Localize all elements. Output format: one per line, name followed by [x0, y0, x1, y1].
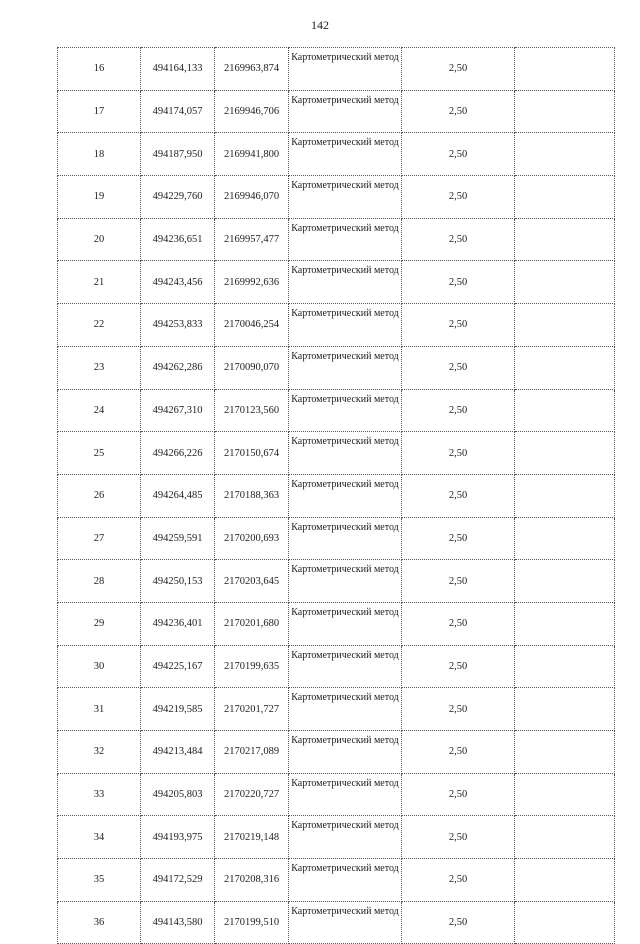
y-coordinate-cell: 2170188,363 [215, 474, 289, 517]
point-number-cell: 20 [58, 218, 141, 261]
method-cell: Картометрический метод [289, 346, 402, 389]
table-row [58, 389, 615, 432]
accuracy-cell: 2,50 [402, 346, 515, 389]
table-row [58, 901, 615, 944]
note-cell [515, 304, 615, 347]
y-coordinate-cell: 2170199,635 [215, 645, 289, 688]
accuracy-cell: 2,50 [402, 602, 515, 645]
x-coordinate-cell: 494174,057 [141, 90, 215, 133]
point-number-cell: 26 [58, 474, 141, 517]
x-coordinate-cell: 494236,651 [141, 218, 215, 261]
point-number-cell: 21 [58, 261, 141, 304]
table-row [58, 133, 615, 176]
accuracy-cell: 2,50 [402, 389, 515, 432]
point-number-cell: 25 [58, 432, 141, 475]
note-cell [515, 645, 615, 688]
accuracy-cell: 2,50 [402, 90, 515, 133]
table-row [58, 218, 615, 261]
x-coordinate-cell: 494253,833 [141, 304, 215, 347]
note-cell [515, 432, 615, 475]
method-cell: Картометрический метод [289, 48, 402, 91]
note-cell [515, 133, 615, 176]
accuracy-cell: 2,50 [402, 901, 515, 944]
accuracy-cell: 2,50 [402, 48, 515, 91]
accuracy-cell: 2,50 [402, 432, 515, 475]
accuracy-cell: 2,50 [402, 133, 515, 176]
note-cell [515, 48, 615, 91]
table-row [58, 816, 615, 859]
table-row [58, 474, 615, 517]
method-cell: Картометрический метод [289, 901, 402, 944]
note-cell [515, 474, 615, 517]
table-row [58, 176, 615, 219]
x-coordinate-cell: 494266,226 [141, 432, 215, 475]
x-coordinate-cell: 494205,803 [141, 773, 215, 816]
table-row [58, 688, 615, 731]
point-number-cell: 35 [58, 859, 141, 902]
note-cell [515, 346, 615, 389]
point-number-cell: 34 [58, 816, 141, 859]
y-coordinate-cell: 2170219,148 [215, 816, 289, 859]
table-row [58, 432, 615, 475]
x-coordinate-cell: 494172,529 [141, 859, 215, 902]
x-coordinate-cell: 494264,485 [141, 474, 215, 517]
method-cell: Картометрический метод [289, 645, 402, 688]
accuracy-cell: 2,50 [402, 731, 515, 774]
accuracy-cell: 2,50 [402, 517, 515, 560]
point-number-cell: 19 [58, 176, 141, 219]
y-coordinate-cell: 2169957,477 [215, 218, 289, 261]
point-number-cell: 30 [58, 645, 141, 688]
note-cell [515, 517, 615, 560]
x-coordinate-cell: 494243,456 [141, 261, 215, 304]
accuracy-cell: 2,50 [402, 261, 515, 304]
x-coordinate-cell: 494229,760 [141, 176, 215, 219]
y-coordinate-cell: 2169992,636 [215, 261, 289, 304]
table-row [58, 859, 615, 902]
method-cell: Картометрический метод [289, 602, 402, 645]
table-row [58, 731, 615, 774]
point-number-cell: 22 [58, 304, 141, 347]
method-cell: Картометрический метод [289, 176, 402, 219]
method-cell: Картометрический метод [289, 90, 402, 133]
note-cell [515, 773, 615, 816]
y-coordinate-cell: 2169946,706 [215, 90, 289, 133]
method-cell: Картометрический метод [289, 432, 402, 475]
accuracy-cell: 2,50 [402, 474, 515, 517]
page-number: 142 [311, 18, 329, 32]
table-row [58, 773, 615, 816]
y-coordinate-cell: 2170150,674 [215, 432, 289, 475]
table-row [58, 517, 615, 560]
x-coordinate-cell: 494213,484 [141, 731, 215, 774]
note-cell [515, 560, 615, 603]
table-row [58, 602, 615, 645]
x-coordinate-cell: 494225,167 [141, 645, 215, 688]
point-number-cell: 23 [58, 346, 141, 389]
point-number-cell: 24 [58, 389, 141, 432]
y-coordinate-cell: 2170208,316 [215, 859, 289, 902]
method-cell: Картометрический метод [289, 773, 402, 816]
note-cell [515, 731, 615, 774]
y-coordinate-cell: 2169946,070 [215, 176, 289, 219]
accuracy-cell: 2,50 [402, 816, 515, 859]
table-row [58, 645, 615, 688]
method-cell: Картометрический метод [289, 389, 402, 432]
note-cell [515, 859, 615, 902]
method-cell: Картометрический метод [289, 304, 402, 347]
point-number-cell: 16 [58, 48, 141, 91]
method-cell: Картометрический метод [289, 474, 402, 517]
point-number-cell: 29 [58, 602, 141, 645]
method-cell: Картометрический метод [289, 560, 402, 603]
note-cell [515, 901, 615, 944]
note-cell [515, 688, 615, 731]
table-row [58, 304, 615, 347]
method-cell: Картометрический метод [289, 731, 402, 774]
table-row [58, 48, 615, 91]
note-cell [515, 90, 615, 133]
note-cell [515, 261, 615, 304]
note-cell [515, 176, 615, 219]
x-coordinate-cell: 494267,310 [141, 389, 215, 432]
note-cell [515, 602, 615, 645]
accuracy-cell: 2,50 [402, 304, 515, 347]
table-body [58, 48, 615, 944]
x-coordinate-cell: 494164,133 [141, 48, 215, 91]
point-number-cell: 17 [58, 90, 141, 133]
y-coordinate-cell: 2170217,089 [215, 731, 289, 774]
point-number-cell: 27 [58, 517, 141, 560]
accuracy-cell: 2,50 [402, 645, 515, 688]
y-coordinate-cell: 2170220,727 [215, 773, 289, 816]
accuracy-cell: 2,50 [402, 560, 515, 603]
table-row [58, 261, 615, 304]
point-number-cell: 36 [58, 901, 141, 944]
y-coordinate-cell: 2170046,254 [215, 304, 289, 347]
table-row [58, 560, 615, 603]
y-coordinate-cell: 2170199,510 [215, 901, 289, 944]
accuracy-cell: 2,50 [402, 688, 515, 731]
accuracy-cell: 2,50 [402, 218, 515, 261]
x-coordinate-cell: 494143,580 [141, 901, 215, 944]
y-coordinate-cell: 2170123,560 [215, 389, 289, 432]
x-coordinate-cell: 494219,585 [141, 688, 215, 731]
method-cell: Картометрический метод [289, 133, 402, 176]
method-cell: Картометрический метод [289, 859, 402, 902]
method-cell: Картометрический метод [289, 218, 402, 261]
point-number-cell: 18 [58, 133, 141, 176]
y-coordinate-cell: 2170201,680 [215, 602, 289, 645]
y-coordinate-cell: 2170203,645 [215, 560, 289, 603]
method-cell: Картометрический метод [289, 688, 402, 731]
x-coordinate-cell: 494187,950 [141, 133, 215, 176]
accuracy-cell: 2,50 [402, 859, 515, 902]
y-coordinate-cell: 2169963,874 [215, 48, 289, 91]
method-cell: Картометрический метод [289, 261, 402, 304]
x-coordinate-cell: 494259,591 [141, 517, 215, 560]
y-coordinate-cell: 2170201,727 [215, 688, 289, 731]
x-coordinate-cell: 494236,401 [141, 602, 215, 645]
note-cell [515, 389, 615, 432]
point-number-cell: 32 [58, 731, 141, 774]
y-coordinate-cell: 2169941,800 [215, 133, 289, 176]
method-cell: Картометрический метод [289, 517, 402, 560]
x-coordinate-cell: 494193,975 [141, 816, 215, 859]
table-row [58, 346, 615, 389]
point-number-cell: 28 [58, 560, 141, 603]
y-coordinate-cell: 2170200,693 [215, 517, 289, 560]
note-cell [515, 816, 615, 859]
x-coordinate-cell: 494250,153 [141, 560, 215, 603]
x-coordinate-cell: 494262,286 [141, 346, 215, 389]
coordinates-table [57, 47, 615, 944]
note-cell [515, 218, 615, 261]
table-row [58, 90, 615, 133]
point-number-cell: 33 [58, 773, 141, 816]
y-coordinate-cell: 2170090,070 [215, 346, 289, 389]
point-number-cell: 31 [58, 688, 141, 731]
accuracy-cell: 2,50 [402, 176, 515, 219]
accuracy-cell: 2,50 [402, 773, 515, 816]
method-cell: Картометрический метод [289, 816, 402, 859]
